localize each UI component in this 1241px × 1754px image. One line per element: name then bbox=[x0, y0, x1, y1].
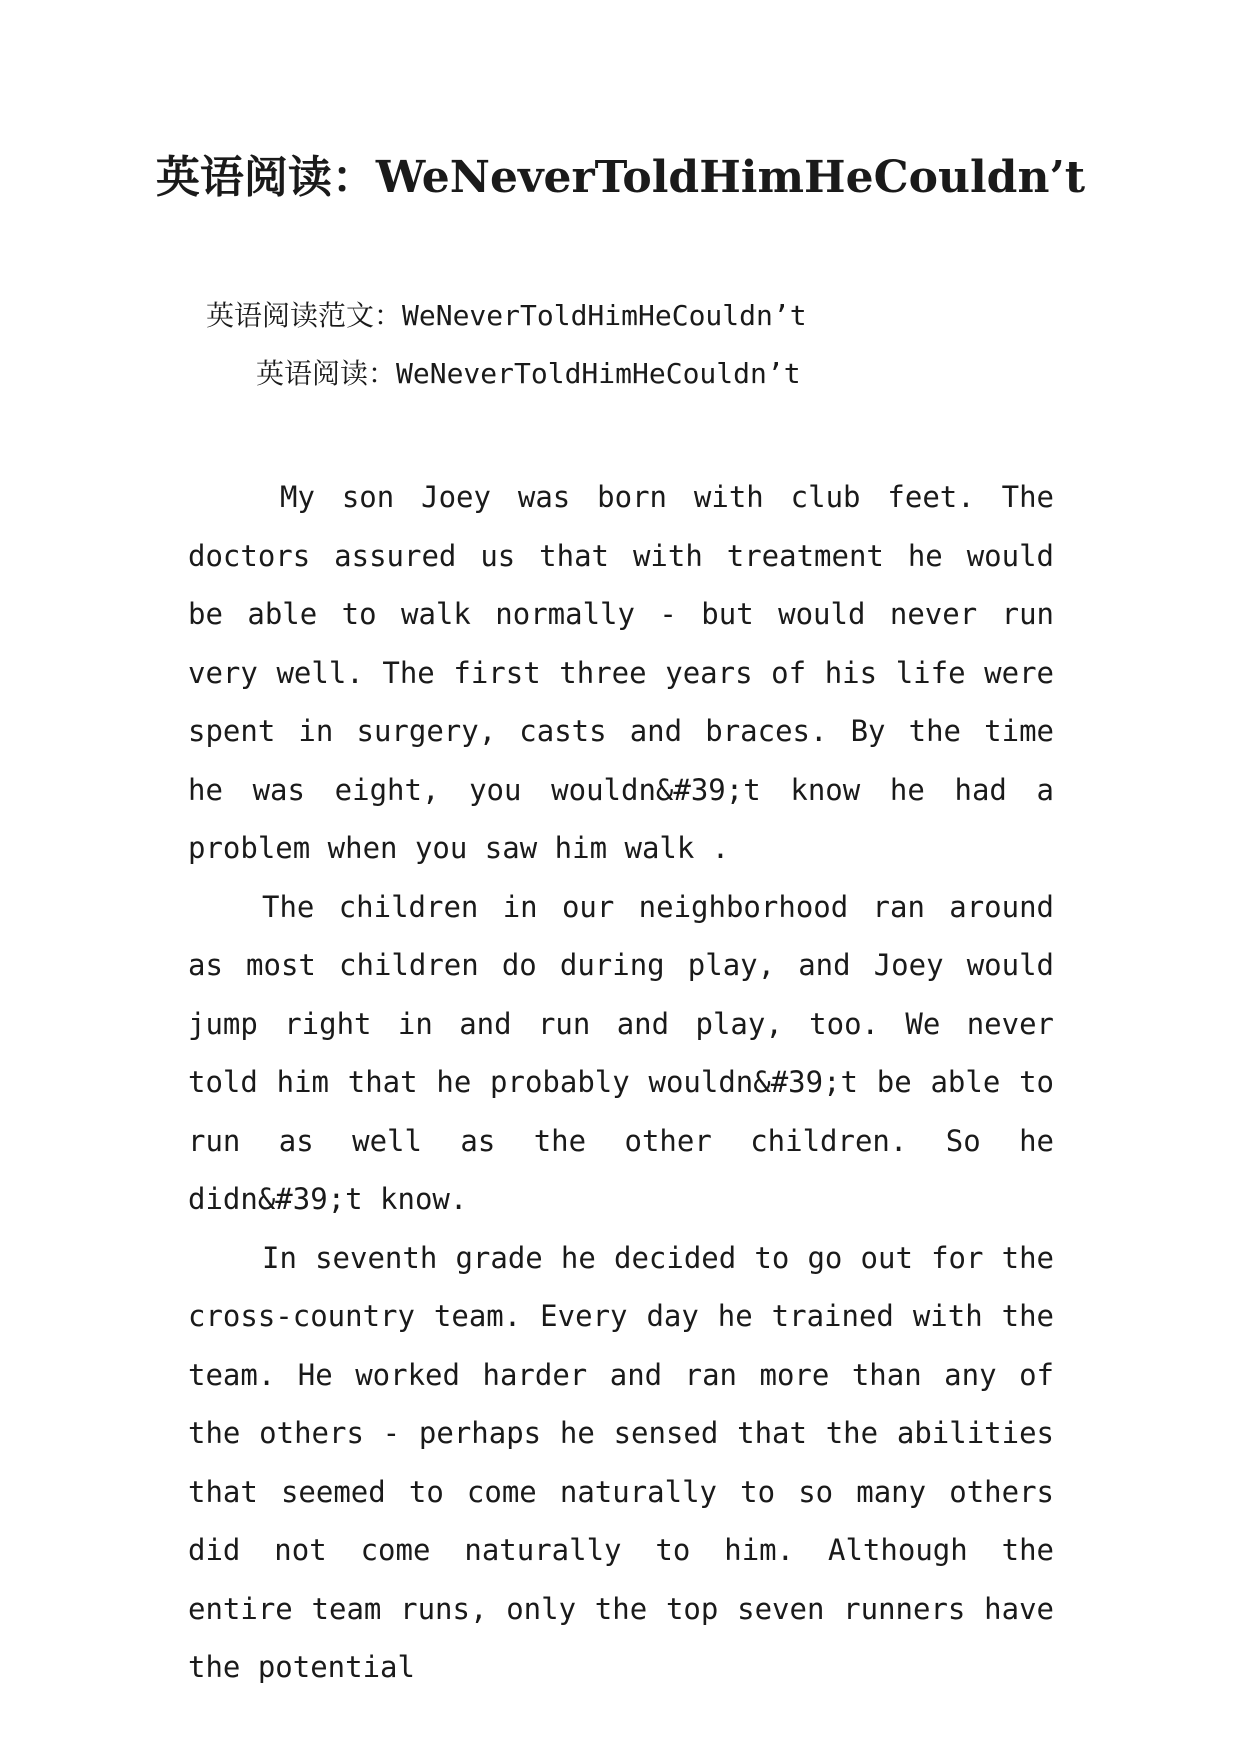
paragraph-3: In seventh grade he decided to go out for the cross-country team. Every day he trained with the team. He worked harder and ran more than any of the others - perhaps he sensed that the abilities that seemed to come naturally to so many others did not come naturally to him. Although the entire team runs, only the top seven runners have the potential bbox=[188, 1240, 1054, 1684]
article-body bbox=[188, 468, 1054, 1697]
paragraph-2: The children in our neighborhood ran around as most children do during play, and Joey would jump right in and run and play, too. We never told him that he probably wouldn&#39;t be able to run as well as the other children. So he didn&#39;t know. bbox=[188, 889, 1054, 1216]
subtitle-line-1: 英语阅读范文：WeNeverToldHimHeCouldn’t bbox=[206, 299, 807, 332]
subtitle-line-2: 英语阅读：WeNeverToldHimHeCouldn’t bbox=[256, 357, 801, 390]
paragraph-1: My son Joey was born with club feet. The doctors assured us that with treatment he would be able to walk normally - but would never run very well. The first three years of his life were spent in surgery, casts and braces. By the time he was eight, you wouldn&#39;t know he had a problem when you saw him walk . bbox=[188, 480, 1054, 865]
document-title: 英语阅读：WeNeverToldHimHeCouldn’t bbox=[155, 152, 1086, 203]
